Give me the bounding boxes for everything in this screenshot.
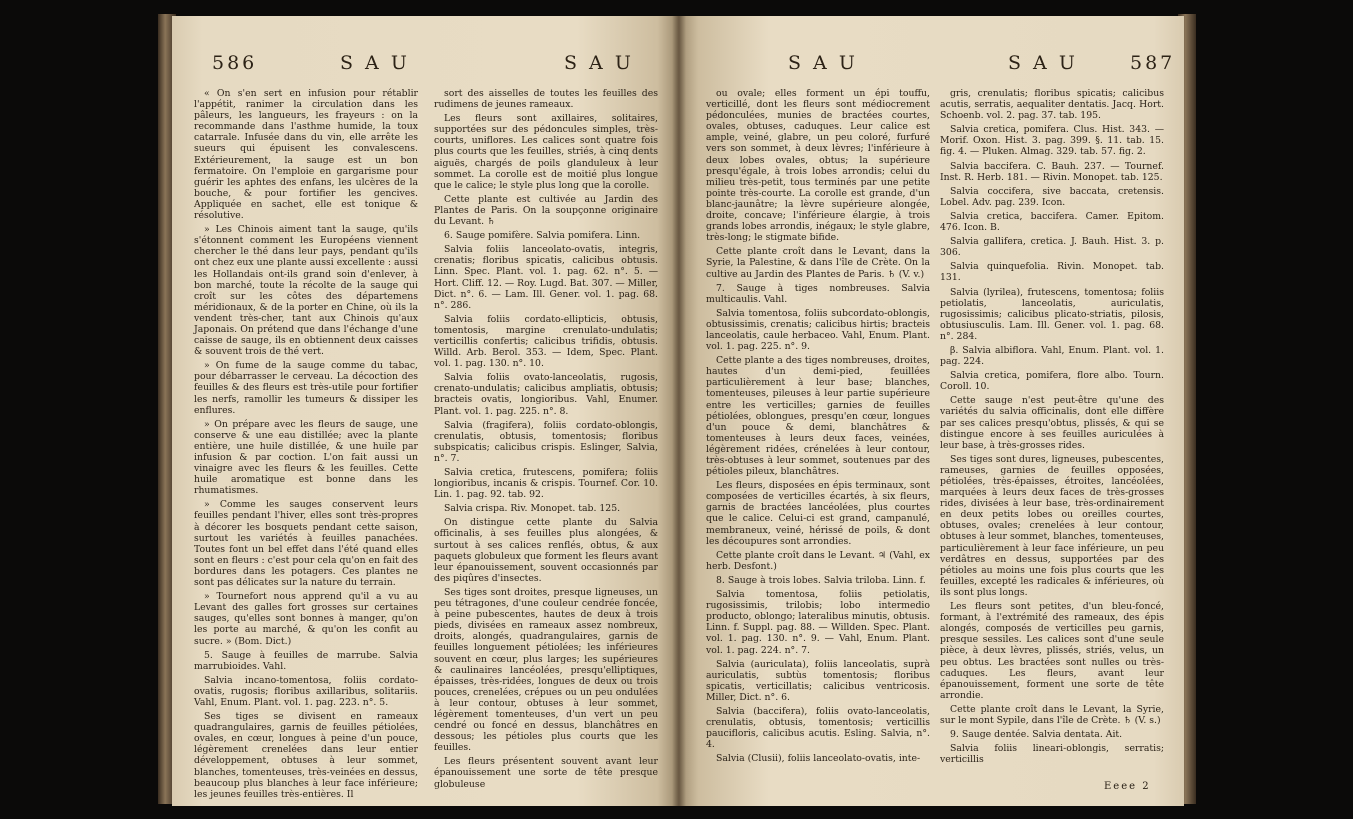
paragraph: Salvia crispa. Riv. Monopet. tab. 125. <box>444 503 621 515</box>
paragraph: « On s'en sert en infusion pour rétablir l'appétit, ranimer la circulation dans les pâleurs, les langueurs, les frayeurs : on la recommande dans l'asthme humide, la toux catarrale. Infusée dans du vin, elle arrête les sueurs qui épuisent les convalescens. Extérieurement, la sauge est un bon fermatoire. On l'emploie en gargarisme pour guérir les aphtes des enfans, les ulcères de la bouche, & pour fortifier les gencives. Appliquée en sachet, elle est tonique & résolutive. <box>194 88 418 222</box>
paragraph: » Comme les sauges conservent leurs feuilles pendant l'hiver, elles sont très-propres à décorer les bosquets pendant cette saison, surtout les variétés à feuilles panachées. Toutes font un bel effet dans l'été quand elles sont en fleurs : c'est pour cela qu'on en fait des bordures dans les potagers. Ces plantes ne sont pas délicates sur la nature du terrain. <box>194 499 418 589</box>
right-column-1 <box>706 88 930 788</box>
left-page-number: 586 <box>212 52 258 74</box>
paragraph: β. Salvia albiflora. Vahl, Enum. Plant. vol. 1. pag. 224. <box>940 344 1164 368</box>
paragraph: Salvia coccifera, sive baccata, cretensis. Lobel. Adv. pag. 239. Icon. <box>940 185 1164 208</box>
paragraph: Salvia foliis lineari-oblongis, serratis; verticillis <box>940 743 1164 766</box>
paragraph: 9. Sauge dentée. Salvia dentata. Ait. <box>950 729 1123 741</box>
paragraph: Salvia tomentosa, foliis subcordato-oblongis, obtusissimis, crenatis; calicibus hirtis; bracteis lanceolatis, caule herbaceo. Vahl, Enum. Plant. vol. 1. pag. 225. n°. 9. <box>706 307 930 353</box>
paragraph: Cette plante a des tiges nombreuses, droites, hautes d'un demi-pied, feuillées particulièrement à leur base; blanches, tomenteuses, pileuses à leur partie supérieure entre les verticilles; garnies de feuilles pétiolées, oblongues, presqu'en cœur, longues d'un pouce & demi, blanchâtres & tomenteuses à leurs deux faces, veinées, légèrement ridées, crénelées à leur contour, très-obtuses à leur sommet, soutenues par des pétioles pileux, blanchâtres. <box>706 355 930 478</box>
paragraph: Les fleurs, disposées en épis terminaux, sont composées de verticilles écartés, à six fleurs, garnis de bractées lancéolées, plus courtes que le calice. Celui-ci est grand, campanulé, membraneux, veiné, hérissé de poils, & dont les découpures sont arrondies. <box>706 480 930 547</box>
right-head-title-1: S A U <box>788 52 858 74</box>
signature-mark: Eeee 2 <box>1104 781 1151 792</box>
paragraph: Cette plante croît dans le Levant, la Syrie, sur le mont Sypile, dans l'île de Crète. ♄ (V. s.) <box>940 703 1164 726</box>
paragraph: 5. Sauge à feuilles de marrube. Salvia marrubioides. Vahl. <box>194 649 418 672</box>
right-running-head <box>678 52 1184 80</box>
paragraph: » On fume de la sauge comme du tabac, pour débarrasser le cerveau. La décoction des feuilles & des fleurs est très-utile pour fortifier les nerfs, ramollir les tumeurs & dissiper les enflures. <box>194 360 418 416</box>
paragraph: Salvia cretica, pomifera, flore albo. Tourn. Coroll. 10. <box>940 370 1164 393</box>
paragraph: Les fleurs sont petites, d'un bleu-foncé, formant, à l'extrémité des rameaux, des épis alongés, composés de verticilles peu garnis, presque sessiles. Les calices sont d'une seule pièce, à deux lèvres, plissés, striés, velus, un peu obtus. Les bractées sont nulles ou très-caduques. Les fleurs, avant leur épanouissement, forment une sorte de tête arrondie. <box>940 601 1164 701</box>
left-head-title-2: S A U <box>564 52 634 74</box>
paragraph: Salvia baccifera. C. Bauh. 237. — Tournef. Inst. R. Herb. 181. — Rivin. Monopet. tab. 125. <box>940 160 1164 183</box>
paragraph: Salvia gallifera, cretica. J. Bauh. Hist. 3. p. 306. <box>940 236 1164 259</box>
paragraph: Salvia quinquefolia. Rivin. Monopet. tab. 131. <box>940 261 1164 284</box>
paragraph: sort des aisselles de toutes les feuilles des rudimens de jeunes rameaux. <box>434 88 658 111</box>
paragraph: Salvia foliis ovato-lanceolatis, rugosis, crenato-undulatis; calicibus ampliatis, obtusis; bracteis ovatis, longioribus. Vahl, Enumer. Plant. vol. 1. pag. 225. n°. 8. <box>434 372 658 417</box>
paragraph: Salvia cretica, pomifera. Clus. Hist. 343. — Morif. Oxon. Hist. 3. pag. 399. §. 11. tab. 15. fig. 4. — Pluken. Almag. 329. tab. 57. fig. 2. <box>940 124 1164 158</box>
left-column-1 <box>194 88 418 800</box>
paragraph: gris, crenulatis; floribus spicatis; calicibus acutis, serratis, aequaliter dentatis. Jacq. Hort. Schoenb. vol. 2. pag. 37. tab. 195. <box>940 88 1164 122</box>
right-page <box>678 16 1184 806</box>
paragraph: Salvia incano-tomentosa, foliis cordato-ovatis, rugosis; floribus axillaribus, solitariis. Vahl, Enum. Plant. vol. 1. pag. 223. n°. 5. <box>194 674 418 708</box>
paragraph: Ses tiges sont dures, ligneuses, pubescentes, rameuses, garnies de feuilles opposées, pétiolées, très-épaisses, étroites, lancéolées, marquées à leurs deux faces de très-grosses rides, divisées à leur base, très-ordinairement en deux petits lobes ou oreilles courtes, obtuses, ovales; crenelées à leur contour, obtuses à leur sommet, blanches, tomenteuses, particulièrement à leur face inférieure, un peu verdâtres en dessus, supportées par des pétioles au moins une fois plus courts que les feuilles, excepté les radicales & inférieures, où ils sont plus longs. <box>940 453 1164 598</box>
paragraph: Les fleurs sont axillaires, solitaires, supportées sur des pédoncules simples, très-courts, uniflores. Les calices sont quatre fois plus courts que les feuilles, striés, à cinq dents aiguës, chargés de poils glanduleux à leur sommet. La corolle est de moitié plus longue que le calice; le style plus long que la corolle. <box>434 113 658 191</box>
paragraph: 6. Sauge pomifère. Salvia pomifera. Linn. <box>444 230 641 242</box>
paragraph: ou ovale; elles forment un épi touffu, verticillé, dont les fleurs sont médiocrement pédonculées, munies de bractées courtes, ovales, obtuses, caduques. Leur calice est ample, veiné, glabre, un peu coloré, furfuré vers son sommet, à deux lèvres; l'inférieure à deux lobes ovales, obtus; la supérieure presqu'égale, à trois lobes arrondis; celui du milieu très-petit, tous terminés par une petite pointe très-courte. La corolle est grande, d'un blanc-jaunâtre; la lèvre supérieure alongée, droite, concave; l'inférieure élargie, à trois grands lobes arrondis, inégaux; le style glabre, très-long; le stigmate bifide. <box>706 88 930 244</box>
paragraph: 7. Sauge à tiges nombreuses. Salvia multicaulis. Vahl. <box>706 282 930 305</box>
paragraph: Cette plante croît dans le Levant. ♃ (Vahl, ex herb. Desfont.) <box>706 549 930 572</box>
right-page-number: 587 <box>1130 52 1176 74</box>
right-column-2 <box>940 88 1164 768</box>
paragraph: Ses tiges sont droites, presque ligneuses, un peu tétragones, d'une couleur cendrée foncée, à peine pubescentes, hautes de deux à trois pieds, divisées en rameaux assez nombreux, droits, alongés, quadrangulaires, garnis de feuilles longuement pétiolées; les inférieures souvent en cœur, plus larges; les supérieures & caulinaires lancéolées, presqu'elliptiques, épaisses, très-ridées, longues de deux ou trois pouces, crenelées, crépues ou un peu ondulées à leur contour, obtuses à leur sommet, légèrement tomenteuses, d'un vert un peu cendré ou foncé en dessus, blanchâtres en dessous; les pétioles plus courts que les feuilles. <box>434 586 658 754</box>
paragraph: Salvia (Clusii), foliis lanceolato-ovatis, inte- <box>716 753 921 765</box>
paragraph: Salvia (fragifera), foliis cordato-oblongis, crenulatis, obtusis, tomentosis; floribus subspicatis; calicibus crispis. Eslinger, Salvia, n°. 7. <box>434 419 658 464</box>
paragraph: 8. Sauge à trois lobes. Salvia triloba. Linn. f. <box>716 574 926 586</box>
paragraph: On distingue cette plante du Salvia officinalis, à ses feuilles plus alongées, & surtout à ses calices renflés, obtus, & aux paquets globuleux que forment les fleurs avant leur épanouissement, souvent occasionnés par des piqûres d'insectes. <box>434 517 658 584</box>
paragraph: Salvia cretica, baccifera. Camer. Epitom. 476. Icon. B. <box>940 210 1164 234</box>
paragraph: » Les Chinois aiment tant la sauge, qu'ils s'étonnent comment les Européens viennent chercher le thé dans leur pays, pendant qu'ils ont chez eux une plante aussi excellente : aussi les Hollandais ont-ils grand soin d'enlever, à bon marché, toute la récolte de la sauge qui croît sur les côtes des départemens méridionaux, & de la porter en Chine, où ils la vendent très-cher, tant aux Chinois qu'aux Japonais. On prétend que dans l'échange d'une caisse de sauge, ils en obtiennent deux caisses & souvent trois de thé vert. <box>194 224 418 358</box>
left-running-head <box>172 52 678 80</box>
book-gutter <box>672 16 686 806</box>
paragraph: » Tournefort nous apprend qu'il a vu au Levant des galles fort grosses sur certaines sauges, qu'elles sont bonnes à manger, qu'on les porte au marché, & qu'on les confit au sucre. » (Bom. Dict.) <box>194 591 418 647</box>
paragraph: Cette sauge n'est peut-être qu'une des variétés du salvia officinalis, dont elle diffère par ses calices presqu'obtus, plissés, & qui se distingue encore à ses feuilles auriculées à leur base, à très-grosses rides. <box>940 395 1164 451</box>
paragraph: Les fleurs présentent souvent avant leur épanouissement une sorte de tête presque globuleuse <box>434 756 658 790</box>
paragraph: » On prépare avec les fleurs de sauge, une conserve & une eau distillée; avec la plante entière, une huile distillée, & une huile par infusion & par coction. L'on fait aussi un vinaigre avec les fleurs & les feuilles. Cette huile aromatique est bonne dans les rhumatismes. <box>194 418 418 497</box>
right-head-title-2: S A U <box>1008 52 1078 74</box>
left-column-2 <box>434 88 658 788</box>
paragraph: Salvia foliis cordato-ellipticis, obtusis, tomentosis, margine crenulato-undulatis; verticillis confertis; calicibus trifidis, obtusis. Willd. Arb. Berol. 353. — Idem, Spec. Plant. vol. 1. pag. 130. n°. 10. <box>434 313 658 370</box>
paragraph: Salvia (lyrilea), frutescens, tomentosa; foliis petiolatis, lanceolatis, auriculatis, rugosissimis; calicibus plicato-striatis, pilosis, obtusiusculis. Lam. Ill. Gener. vol. 1. pag. 68. n°. 284. <box>940 286 1164 342</box>
paragraph: Salvia (baccifera), foliis ovato-lanceolatis, crenulatis, obtusis, tomentosis; verticillis paucifloris, calicibus acutis. Esling. Salvia, n°. 4. <box>706 705 930 751</box>
paragraph: Salvia foliis lanceolato-ovatis, integris, crenatis; floribus spicatis, calicibus obtusis. Linn. Spec. Plant. vol. 1. pag. 62. n°. 5. — Hort. Cliff. 12. — Roy. Lugd. Bat. 307. — Miller, Dict. n°. 6. — Lam. Ill. Gener. vol. 1. pag. 68. n°. 286. <box>434 244 658 311</box>
paragraph: Salvia (auriculata), foliis lanceolatis, suprà auriculatis, subtùs tomentosis; floribus spicatis, verticillatis; calicibus ventricosis. Miller, Dict. n°. 6. <box>706 658 930 703</box>
paragraph: Cette plante est cultivée au Jardin des Plantes de Paris. On la soupçonne originaire du Levant. ♄ <box>434 193 658 228</box>
paragraph: Ses tiges se divisent en rameaux quadrangulaires, garnis de feuilles pétiolées, ovales, en cœur, longues à peine d'un pouce, légèrement crenelées dans leur entier développement, obtuses à leur sommet, blanches, tomenteuses, très-veinées en dessus, beaucoup plus blanches à leur face inférieure; les jeunes feuilles très-entières. Il <box>194 711 418 800</box>
paragraph: Salvia cretica, frutescens, pomifera; foliis longioribus, incanis & crispis. Tournef. Cor. 10. Lin. 1. pag. 92. tab. 92. <box>434 467 658 501</box>
left-page <box>172 16 678 806</box>
paragraph: Salvia tomentosa, foliis petiolatis, rugosissimis, trilobis; lobo intermedio producto, oblongo; lateralibus minutis, obtusis. Linn. f. Suppl. pag. 88. — Willden. Spec. Plant. vol. 1. pag. 130. n°. 9. — Vahl, Enum. Plant. vol. 1. pag. 224. n°. 7. <box>706 589 930 656</box>
paragraph: Cette plante croît dans le Levant, dans la Syrie, la Palestine, & dans l'île de Crète. On la cultive au Jardin des Plantes de Paris. ♄ (V. v.) <box>706 246 930 280</box>
left-head-title-1: S A U <box>340 52 410 74</box>
